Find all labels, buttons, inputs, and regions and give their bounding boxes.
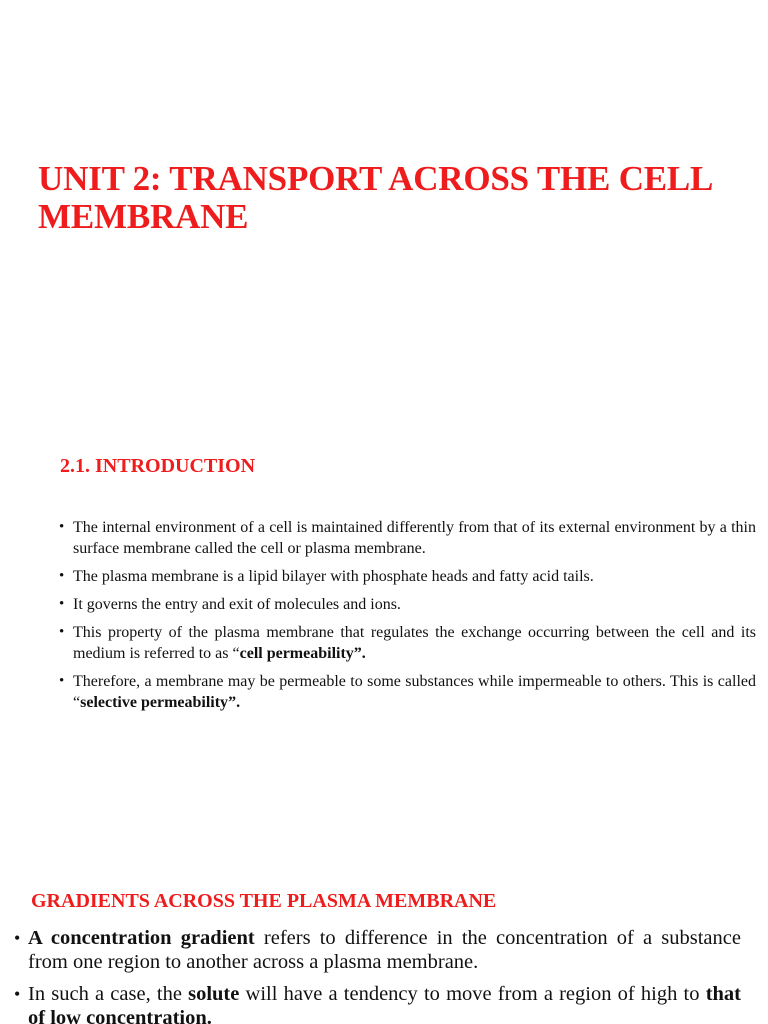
bold-term: solute [188, 983, 240, 1005]
introduction-bullet-list [59, 517, 756, 720]
introduction-heading: 2.1. INTRODUCTION [60, 455, 256, 477]
bullet-icon: • [14, 928, 21, 948]
bold-term: A concentration gradient [28, 927, 255, 949]
list-item [59, 517, 756, 559]
bullet-text: It governs the entry and exit of molecules and ions. [73, 596, 401, 613]
bullet-text: will have a tendency to move from a region of high to [239, 983, 706, 1005]
bullet-icon: • [59, 673, 65, 689]
bullet-text: The plasma membrane is a lipid bilayer with phosphate heads and fatty acid tails. [73, 568, 594, 585]
bullet-text: In such a case, the [28, 983, 189, 1005]
gradients-heading: GRADIENTS ACROSS THE PLASMA MEMBRANE [31, 890, 497, 912]
bullet-text: Therefore, a membrane may be permeable to some substances while impermeable to others. This is called “ [73, 673, 756, 711]
bold-term: cell permeability [239, 645, 354, 662]
bullet-icon: • [14, 984, 21, 1004]
list-item [59, 671, 756, 713]
bullet-text: This property of the plasma membrane that regulates the exchange occurring between the cell and its medium is referred to as “ [73, 624, 756, 662]
bullet-icon: • [59, 624, 65, 640]
bullet-text: The internal environment of a cell is maintained differently from that of its external environment by a thin surface membrane called the cell or plasma membrane. [73, 519, 756, 557]
bold-term: selective permeability [80, 694, 229, 711]
list-item [14, 926, 741, 974]
bold-term: that of low concentration. [28, 983, 741, 1024]
bullet-icon: • [59, 519, 65, 535]
bullet-text-end: ”. [353, 645, 366, 662]
list-item [14, 982, 741, 1024]
bullet-icon: • [59, 596, 65, 612]
list-item [59, 594, 756, 615]
list-item [59, 566, 756, 587]
bullet-icon: • [59, 568, 65, 584]
list-item [59, 622, 756, 664]
slide-title: UNIT 2: TRANSPORT ACROSS THE CELL MEMBRANE [38, 159, 712, 236]
bullet-text-end: ”. [228, 694, 241, 711]
bullet-text: refers to difference in the concentration of a substance from one region to another across a plasma membrane. [28, 927, 741, 973]
gradients-bullet-list [14, 926, 741, 1024]
